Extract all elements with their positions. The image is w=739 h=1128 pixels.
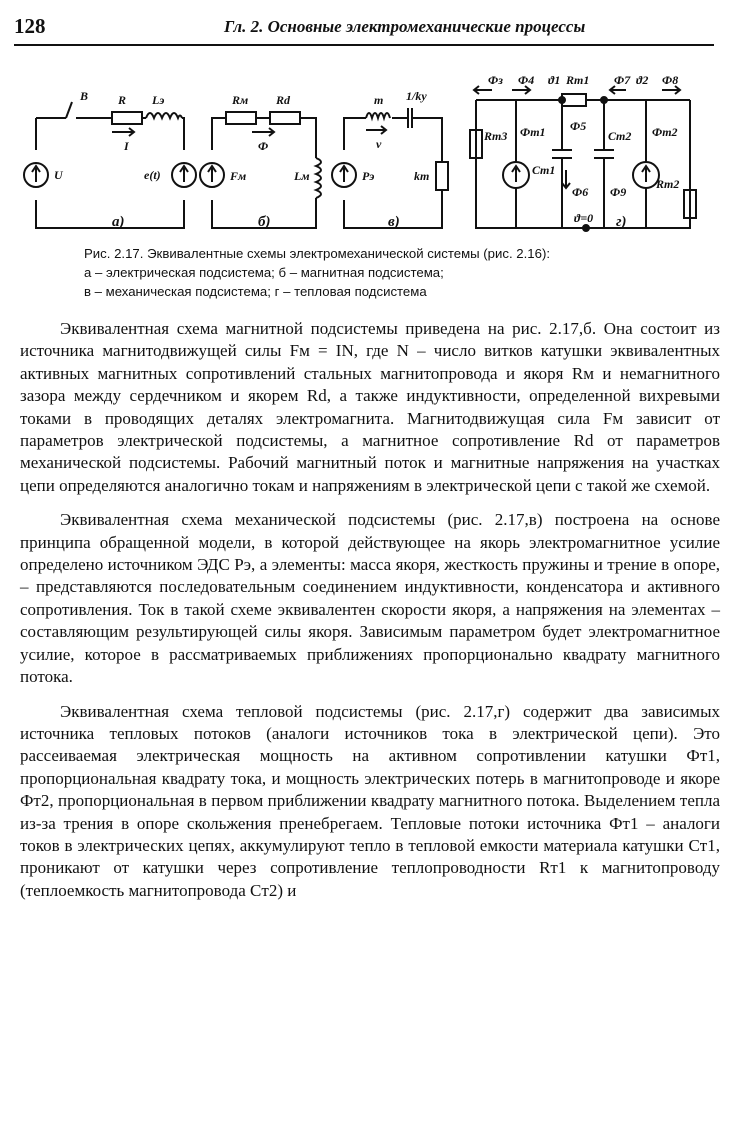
flux-3-label: Фз (488, 73, 503, 87)
inductor-le (146, 113, 182, 118)
circuit-d (470, 73, 696, 231)
source-u-label: U (54, 168, 63, 182)
kt-label: kт (414, 169, 430, 183)
rt3-label: Rт3 (484, 129, 508, 143)
flux-4-label: Ф4 (518, 73, 535, 87)
circuit-a (24, 89, 196, 228)
inductor-lm (316, 158, 321, 198)
flux-9-label: Ф9 (610, 185, 627, 199)
resistor-rd (270, 112, 300, 124)
spring-capacitor (408, 108, 412, 128)
caption-line: а – электрическая подсистема; б – магнитная подсистема; (84, 265, 444, 280)
panel-label-a: а) (112, 214, 125, 230)
velocity-label: v (376, 137, 382, 151)
rm-label: Rм (232, 93, 249, 107)
ct1-capacitor (552, 150, 572, 158)
page-number: 128 (14, 14, 46, 38)
lm-label: Lм (294, 169, 310, 183)
ct2-label: Cт2 (608, 129, 632, 143)
pe-label: Pэ (362, 169, 375, 183)
ground-label: ϑ=0 (574, 211, 594, 225)
switch-label: B (80, 89, 89, 103)
mass-label: m (374, 93, 384, 107)
caption-line: Рис. 2.17. Эквивалентные схемы электромеханической системы (рис. 2.16): (84, 246, 551, 261)
paragraph: Эквивалентная схема механической подсистемы (рис. 2.17,в) построена на основе принципа обращенной модели, в которой действующее на якорь электромагнитное усилие определено источником ЭДС Pэ, а элементы: масса якоря, жесткость пружины и трение в опоре, – представляются последовательным соединением индуктивности, конденсатора и активного сопротивления. Ток в такой схеме эквивалентен скорости якоря, а напряжения на элементах – составляющим результирующей силы якоря. Зависимым параметром будет электромагнитное усилие, которое в рассматриваемых приближениях пропорционально квадрату магнитного потока. (20, 510, 720, 687)
theta-2-label: ϑ2 (636, 73, 649, 87)
flux-8-label: Ф8 (662, 73, 679, 87)
panel-label-d: г) (616, 214, 627, 230)
circuit-b (200, 93, 321, 228)
resistor-label: R (118, 93, 127, 107)
body-text (20, 318, 720, 914)
page-header (14, 14, 714, 46)
ct1-label: Cт1 (532, 163, 556, 177)
friction-resistor (436, 162, 448, 190)
inductor-label: Lэ (152, 93, 165, 107)
circuit-c (332, 89, 448, 228)
rd-label: Rd (276, 93, 291, 107)
current-label: I (124, 139, 129, 153)
panel-label-c: в) (388, 214, 400, 230)
ct2-capacitor (594, 150, 614, 158)
ft2-label: Фт2 (652, 125, 678, 139)
flux-6-label: Ф6 (572, 185, 589, 199)
running-title: Гл. 2. Основные электромеханические процессы (224, 17, 586, 36)
paragraph: Эквивалентная схема тепловой подсистемы (рис. 2.17,г) содержит два зависимых источника тепловых потоков (аналоги источников тока в электрической цепи). Это рассеиваемая электрическая мощность на активном сопротивлении катушки Фт1, пропорциональная квадрату тока, и мощность электрических потерь в магнитопроводе и якоре Фт2, пропорциональная в первом приближении квадрату магнитного потока. Выделением тепла из-за трения в опоре скольжения пренебрегаем. Тепловые потоки источника Фт1 – аналоги токов в электрических цепях, аккумулируют тепло в тепловой емкости материала катушки Cт1, проникают от катушки через сопротивление теплопроводности Rт1 к магнитопроводу (теплоемкость магнитопровода Cт2) и (20, 701, 720, 900)
caption-line: в – механическая подсистема; г – тепловая подсистема (84, 284, 427, 299)
mass-inductor (366, 113, 390, 118)
resistor-r (112, 112, 142, 124)
flux-5-label: Ф5 (570, 119, 587, 133)
spring-label: 1/ky (406, 89, 427, 103)
panel-label-b: б) (258, 214, 271, 230)
flux-label: Ф (258, 139, 269, 153)
paragraph: Эквивалентная схема магнитной подсистемы приведена на рис. 2.17,б. Она состоит из источника магнитодвижущей силы Fм = IN, где N – число витков катушки эквивалентных активных магнитных сопротивлений стальных магнитопровода и якоря Rм и немагнитного зазора между сердечником и якорем Rd, а также индуктивности, определенной вихревыми токами в проводящих деталях электромагнита. Магнитодвижущая сила Fм зависит от параметров электрической подсистемы, а магнитное сопротивление Rd от параметров механической подсистемы. Рабочий магнитный поток и магнитные напряжения на участках цепи определяются аналогично токам и напряжениям в электрической цепи с такой же схемой. (20, 319, 720, 495)
fm-label: Fм (230, 169, 247, 183)
theta-1-label: ϑ1 (548, 73, 561, 87)
ft1-label: Фт1 (520, 125, 546, 139)
flux-7-label: Ф7 (614, 73, 631, 87)
figure-caption (84, 244, 724, 301)
rt2-label: Rт2 (656, 177, 680, 191)
resistor-rm (226, 112, 256, 124)
source-e-label: e(t) (144, 168, 161, 182)
rt1-label: Rт1 (566, 73, 590, 87)
